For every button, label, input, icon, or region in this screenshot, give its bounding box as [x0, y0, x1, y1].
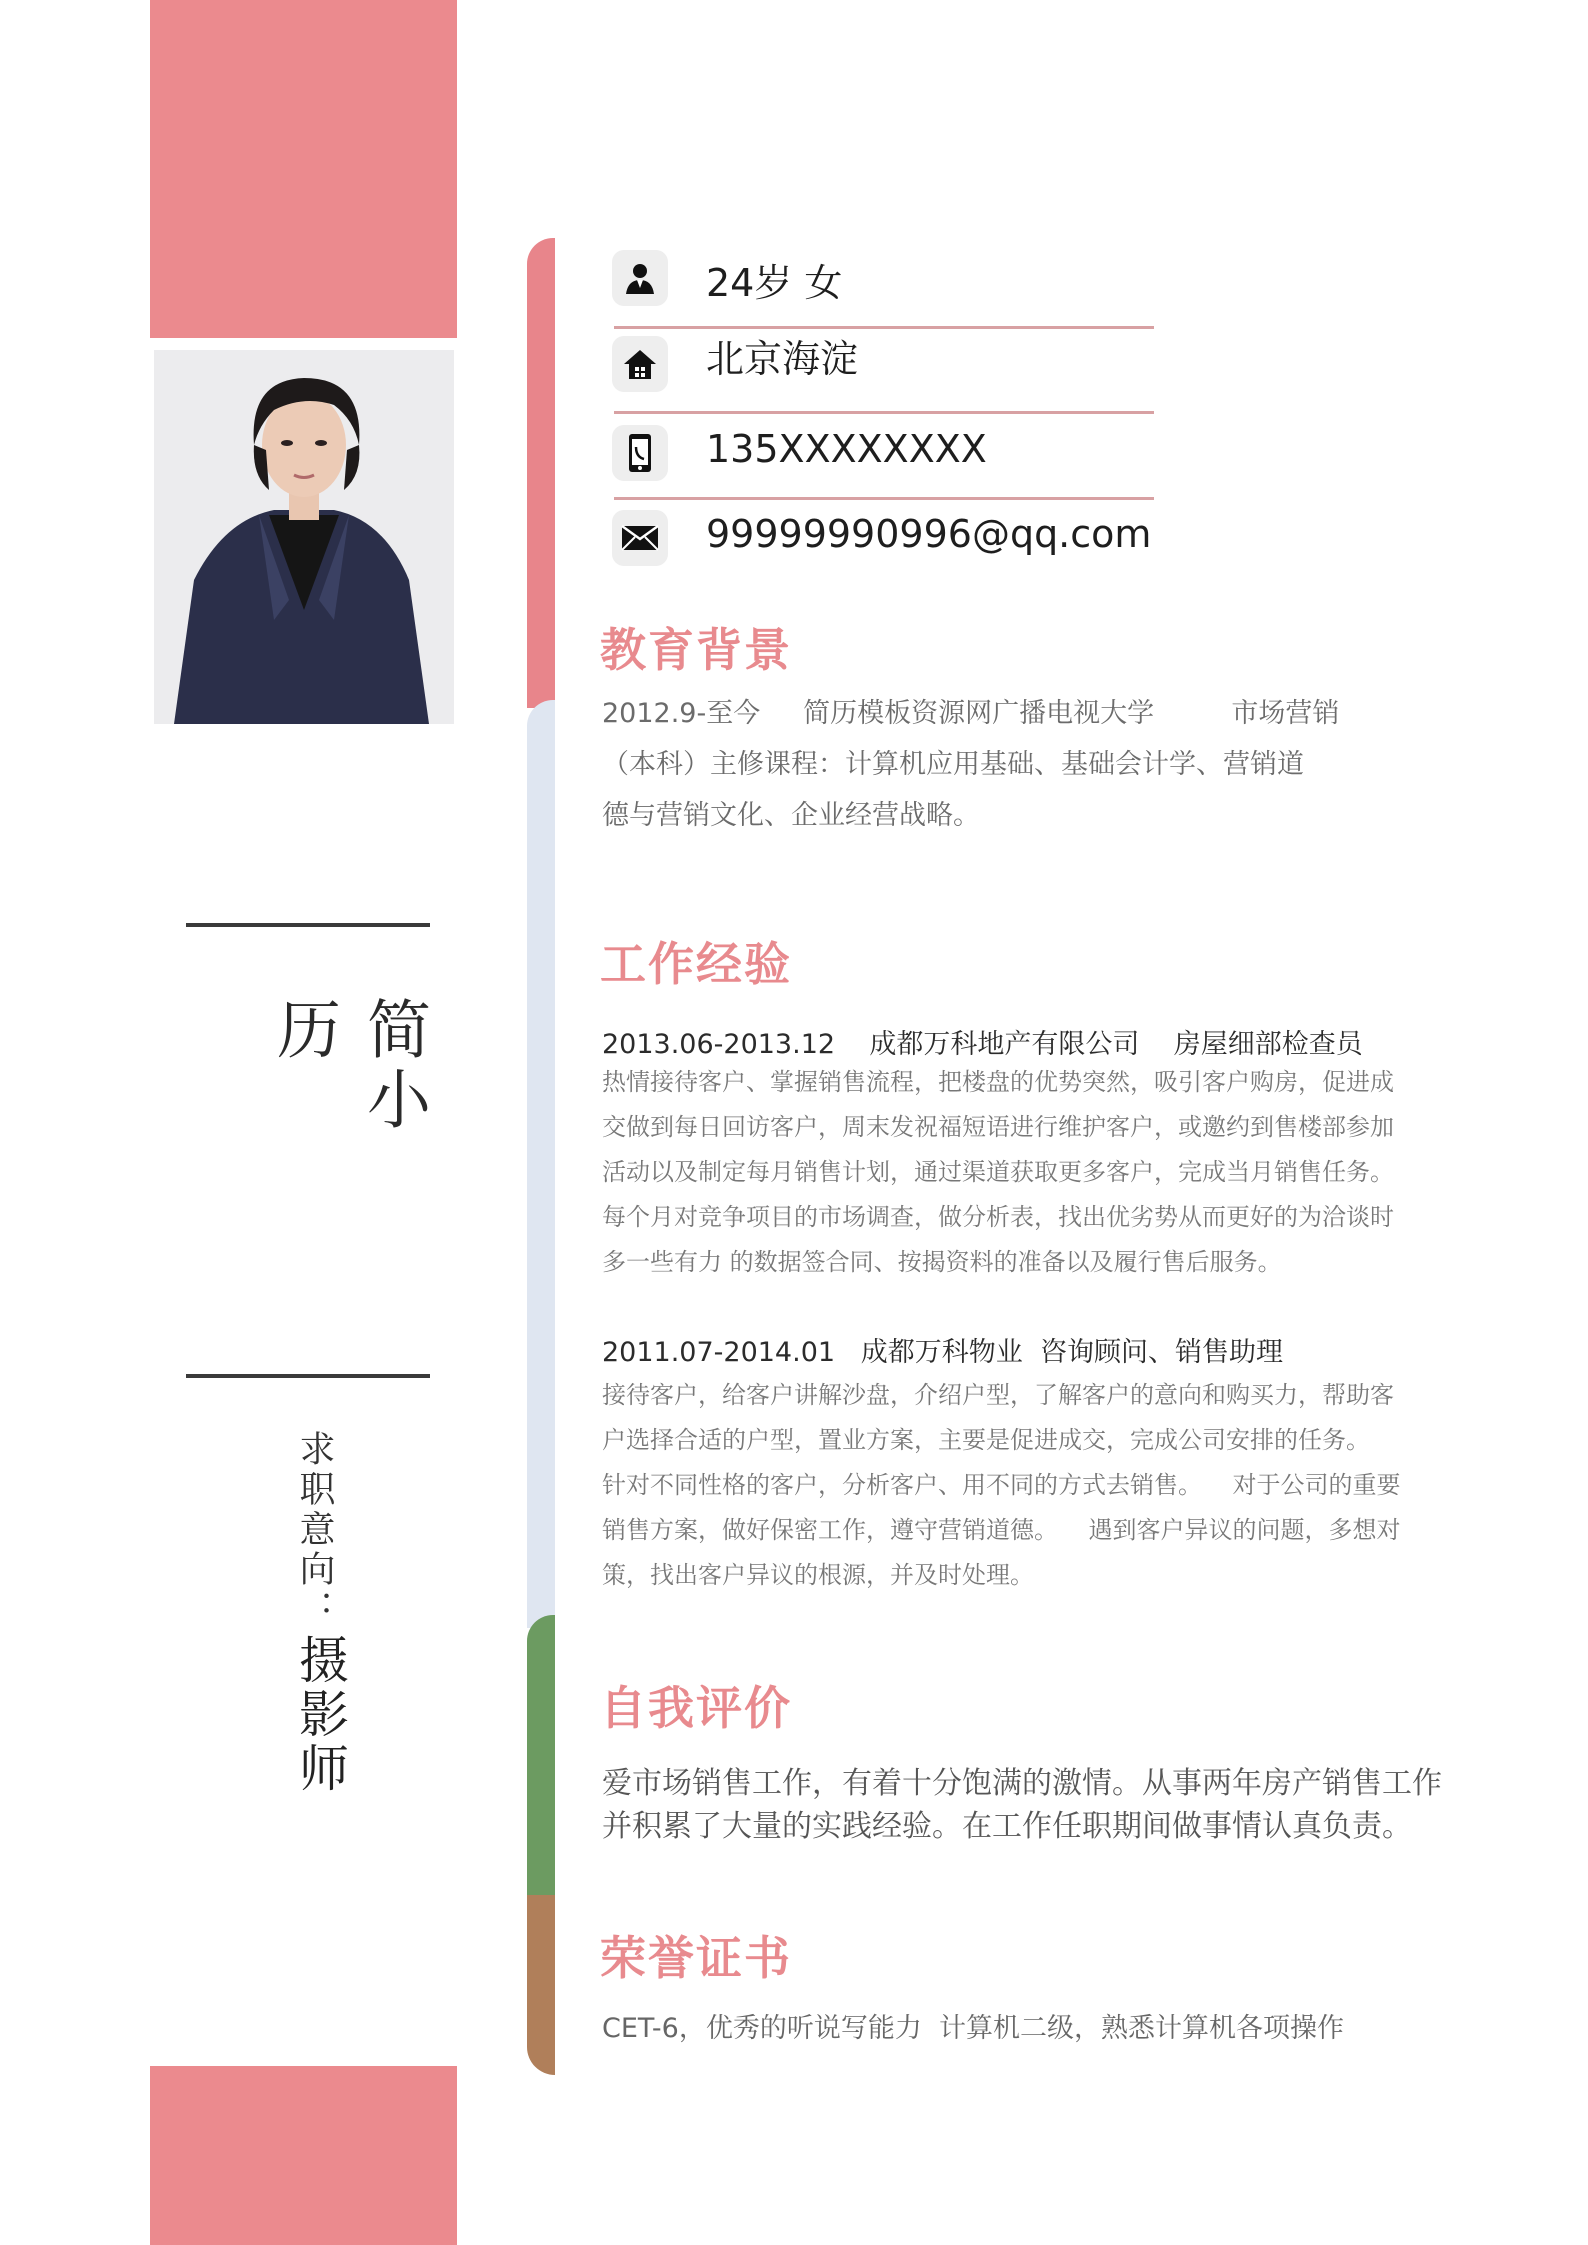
top-accent-block [150, 0, 457, 338]
job-line: 多一些有力 的数据签合同、按揭资料的准备以及履行售后服务。 [602, 1248, 1282, 1276]
contact-email [612, 510, 1152, 570]
person-icon [612, 250, 668, 306]
education-line: （本科）主修课程：计算机应用基础、基础会计学、营销道 [602, 749, 1304, 780]
self-evaluation-title: 自我评价 [600, 1681, 792, 1735]
job-line: 每个月对竞争项目的市场调查，做分析表，找出优劣势从而更好的为洽谈时 [602, 1203, 1394, 1231]
ribbon-segment-brown [527, 1895, 555, 2075]
job-line: 户选择合适的户型，置业方案，主要是促进成交，完成公司安排的任务。 [602, 1426, 1370, 1454]
job-heading: 2011.07-2014.01 成都万科物业 咨询顾问、销售助理 [602, 1337, 1283, 1368]
contact-phone-text: 135XXXXXXXX [706, 427, 987, 471]
job-line: 销售方案，做好保密工作，遵守营销道德。 遇到客户异议的问题，多想对 [602, 1516, 1401, 1544]
honors-title: 荣誉证书 [600, 1931, 792, 1985]
job-line: 针对不同性格的客户，分析客户、用不同的方式去销售。 对于公司的重要 [602, 1471, 1401, 1499]
contact-separator [614, 326, 1154, 329]
self-evaluation-content [602, 1762, 1482, 1848]
job-line: 接待客户，给客户讲解沙盘，介绍户型，了解客户的意向和购买力，帮助客 [602, 1381, 1394, 1409]
contact-age-gender [612, 250, 1152, 310]
contact-phone [612, 425, 1152, 485]
job-intent-value: 摄影师 [291, 1634, 349, 1796]
work-experience-title: 工作经验 [600, 937, 792, 991]
self-evaluation-line: 爱市场销售工作，有着十分饱满的激情。从事两年房产销售工作 [602, 1766, 1442, 1801]
contact-email-text: 99999990996@qq.com [706, 512, 1152, 556]
contact-location-text: 北京海淀 [706, 337, 859, 381]
bottom-accent-block [150, 2066, 457, 2245]
contact-age-gender-text: 24岁 女 [706, 261, 843, 305]
contact-location [612, 336, 1152, 396]
divider-line-bottom [186, 1374, 430, 1378]
job-line: 热情接待客户、掌握销售流程，把楼盘的优势突然，吸引客户购房，促进成 [602, 1068, 1394, 1096]
education-line: 德与营销文化、企业经营战略。 [602, 800, 980, 831]
job-line: 策，找出客户异议的根源，并及时处理。 [602, 1561, 1034, 1589]
job-line: 交做到每日回访客户，周末发祝福短语进行维护客户，或邀约到售楼部参加 [602, 1113, 1394, 1141]
self-evaluation-line: 并积累了大量的实践经验。在工作任职期间做事情认真负责。 [602, 1809, 1412, 1844]
home-icon [612, 336, 668, 392]
contact-separator [614, 497, 1154, 500]
mail-icon [612, 510, 668, 566]
job-description [602, 1373, 1422, 1598]
profile-photo [154, 350, 454, 724]
ribbon-segment-green [527, 1615, 555, 1905]
education-line: 2012.9-至今 简历模板资源网广播电视大学 市场营销 [602, 698, 1340, 729]
job-line: 活动以及制定每月销售计划，通过渠道获取更多客户，完成当月销售任务。 [602, 1158, 1394, 1186]
honors-content: CET-6，优秀的听说写能力 计算机二级，熟悉计算机各项操作 [602, 2013, 1345, 2044]
job-intent [292, 1430, 354, 1870]
divider-line-top [186, 923, 430, 927]
ribbon-segment-pink [527, 238, 555, 708]
education-title: 教育背景 [600, 623, 792, 677]
education-content [602, 688, 1452, 841]
job-intent-label: 求职意向： [294, 1430, 335, 1630]
candidate-name: 简小历 [266, 996, 430, 1136]
ribbon-segment-blue [527, 700, 555, 1628]
job-description [602, 1060, 1422, 1285]
phone-icon [612, 425, 668, 481]
name-block [258, 996, 430, 1196]
contact-separator [614, 411, 1154, 414]
job-heading: 2013.06-2013.12 成都万科地产有限公司 房屋细部检查员 [602, 1029, 1363, 1060]
